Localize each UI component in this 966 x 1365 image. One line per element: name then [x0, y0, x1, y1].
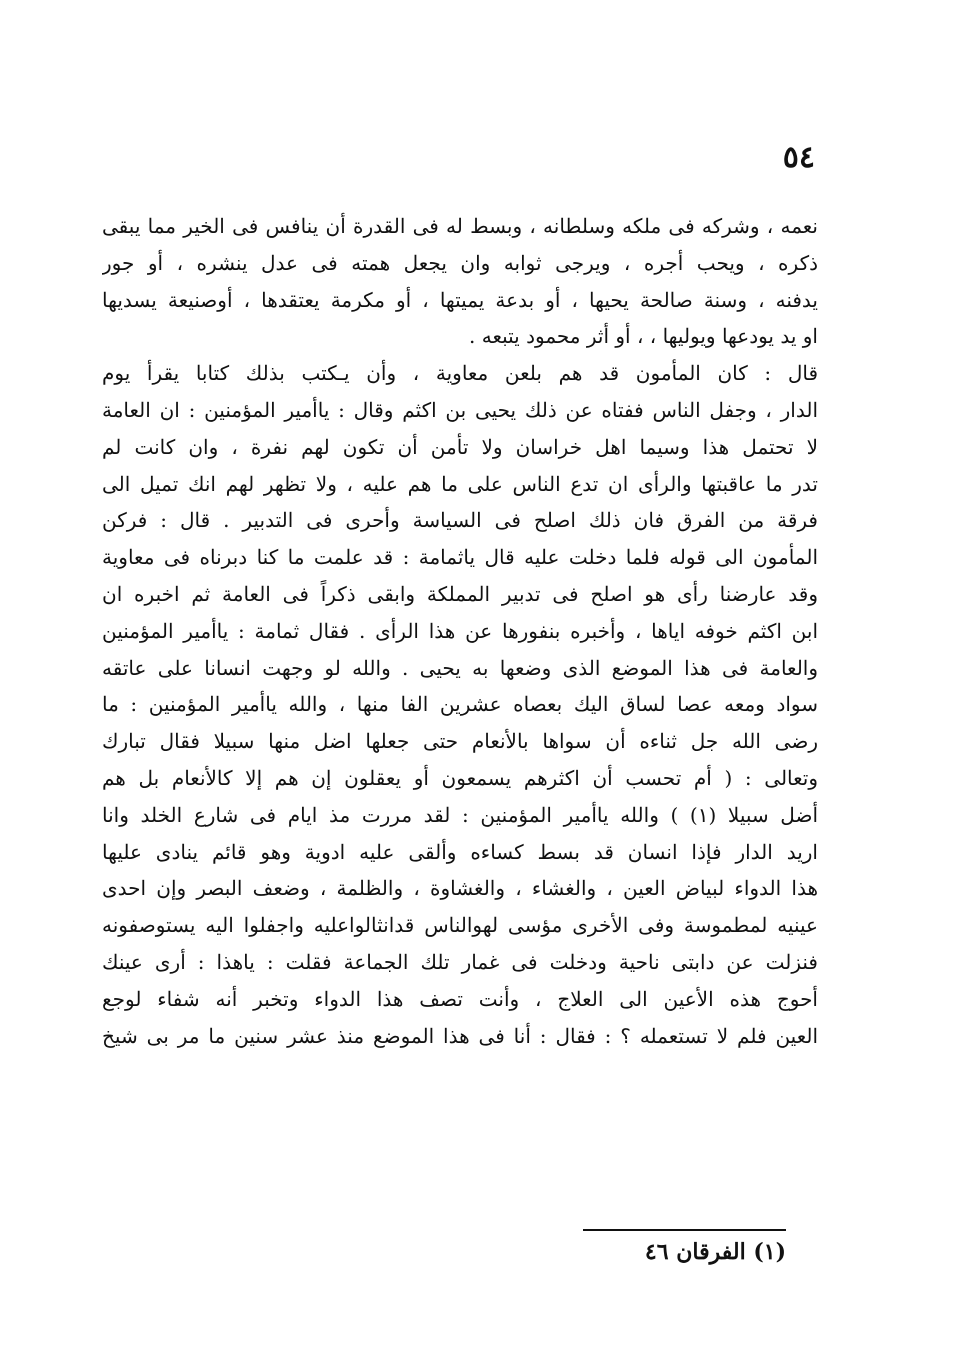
text-line: الدار ، وجفل الناس ففتاه عن ذلك يحيى بن اكثم وقال : ياأمير المؤمنين : ان العامة: [102, 397, 818, 422]
text-line: اريد الدار فإذا انسان قد بسط كساءه وألقى عليه ادوية وهو قائم ينادى عليها: [102, 839, 818, 864]
text-line: فنزلت عن دابتى ناحية ودخلت فى غمار تلك الجماعة فقلت : ياهذا : أرى عينك: [102, 949, 818, 974]
page-number: ٥٤: [782, 140, 815, 175]
text-line: تدر ما عاقبتها والرأى ان تدع الناس على ما هم عليه ، ولا تظهر لهم انك تميل الى: [102, 471, 818, 496]
text-line: ذكره ، ويحب أجره ، ويرجى ثوابه وان يجعل همته فى عدل ينشره ، أو جور: [102, 250, 818, 275]
text-line: وتعالى : ( أم تحسب أن اكثرهم يسمعون أو يعقلون إن هم إلا كالأنعام بل هم: [102, 765, 818, 790]
text-line: قال : كان المأمون قد هم بلعن معاوية ، وأن يـكتب بذلك كتابا يقرأ يوم: [102, 361, 818, 386]
text-line: أضل سبيلا (١) ) والله ياأمير المؤمنين : لقد مررت مذ ايام فى شارع الخلد وانا: [102, 802, 818, 827]
text-line: العين فلم لا تستعمله ؟ : فقال : أنا فى هذا الموضع منذ عشر سنين ما مر بى شيخ: [102, 1023, 818, 1048]
text-line: والعامة فى هذا الموضع الذى وضعها به يحيى . والله لو وجهت انسانا على عاتقه: [102, 655, 818, 680]
text-line: عينيه لمطموسة وفى الأخرى مؤسى لهوالناس قدانثالواعليه واجفلوا اليه يستوصفونه: [102, 913, 818, 938]
text-line: وقد عارضنا رأى هو اصلح فى تدبير المملكة وابقى ذكراً فى العامة ثم اخبره ان: [102, 581, 818, 606]
text-line: هذا الدواء لبياض العين ، والغشاء ، والغشاوة ، والظلمة ، وضعف البصر وإن احدى: [102, 876, 818, 901]
text-line: ابن اكثم خوفه اياها ، وأخبره بنفورها عن هذا الرأى . فقال ثمامة : ياأمير المؤمنين: [102, 618, 818, 643]
text-line: سواد ومعه عصا لساق اليك بعصاه عشرين الفا منها ، والله ياأمير المؤمنين : ما: [102, 692, 818, 717]
footnote-divider: [583, 1229, 786, 1231]
text-line: يدفنه ، وسنة صالحة يحيها ، أو بدعة يميتها ، أو مكرمة يعتقدها ، أوصنيعة يسديها: [102, 287, 818, 312]
footnote: (١) الفرقان ٤٦: [644, 1239, 786, 1265]
text-line: المأمون الى قوله فلما دخلت عليه قال ياثمامة : قد علمت ما كنا دبرناه فى معاوية: [102, 545, 818, 570]
text-line: لا تحتمل هذا وسيما اهل خراسان ولا تأمن أن تكون لهم نفرة ، وان كانت لم: [102, 434, 818, 459]
text-line: فرقة من الفرق فان ذلك اصلح فى السياسة وأحرى فى التدبير . قال : فركن: [102, 508, 818, 533]
text-line: رضى الله جل ثناءه أن سواها بالأنعام حتى جعلها اضل منها سبيلا فقال تبارك: [102, 729, 818, 754]
body-text: [102, 208, 818, 1054]
text-line: أحوج هذه الأعين الى العلاج ، وأنت تصف هذا الدواء وتخبر أنه شفاء لوجع: [102, 986, 818, 1011]
text-line: او يد يودعها ويوليها ، ، أو أثر محمود يتبعه .: [469, 324, 818, 349]
text-line: نعمه ، وشركه فى ملكه وسلطانه ، وبسط له فى القدرة أن ينافس فى الخير مما يبقى: [102, 214, 818, 238]
